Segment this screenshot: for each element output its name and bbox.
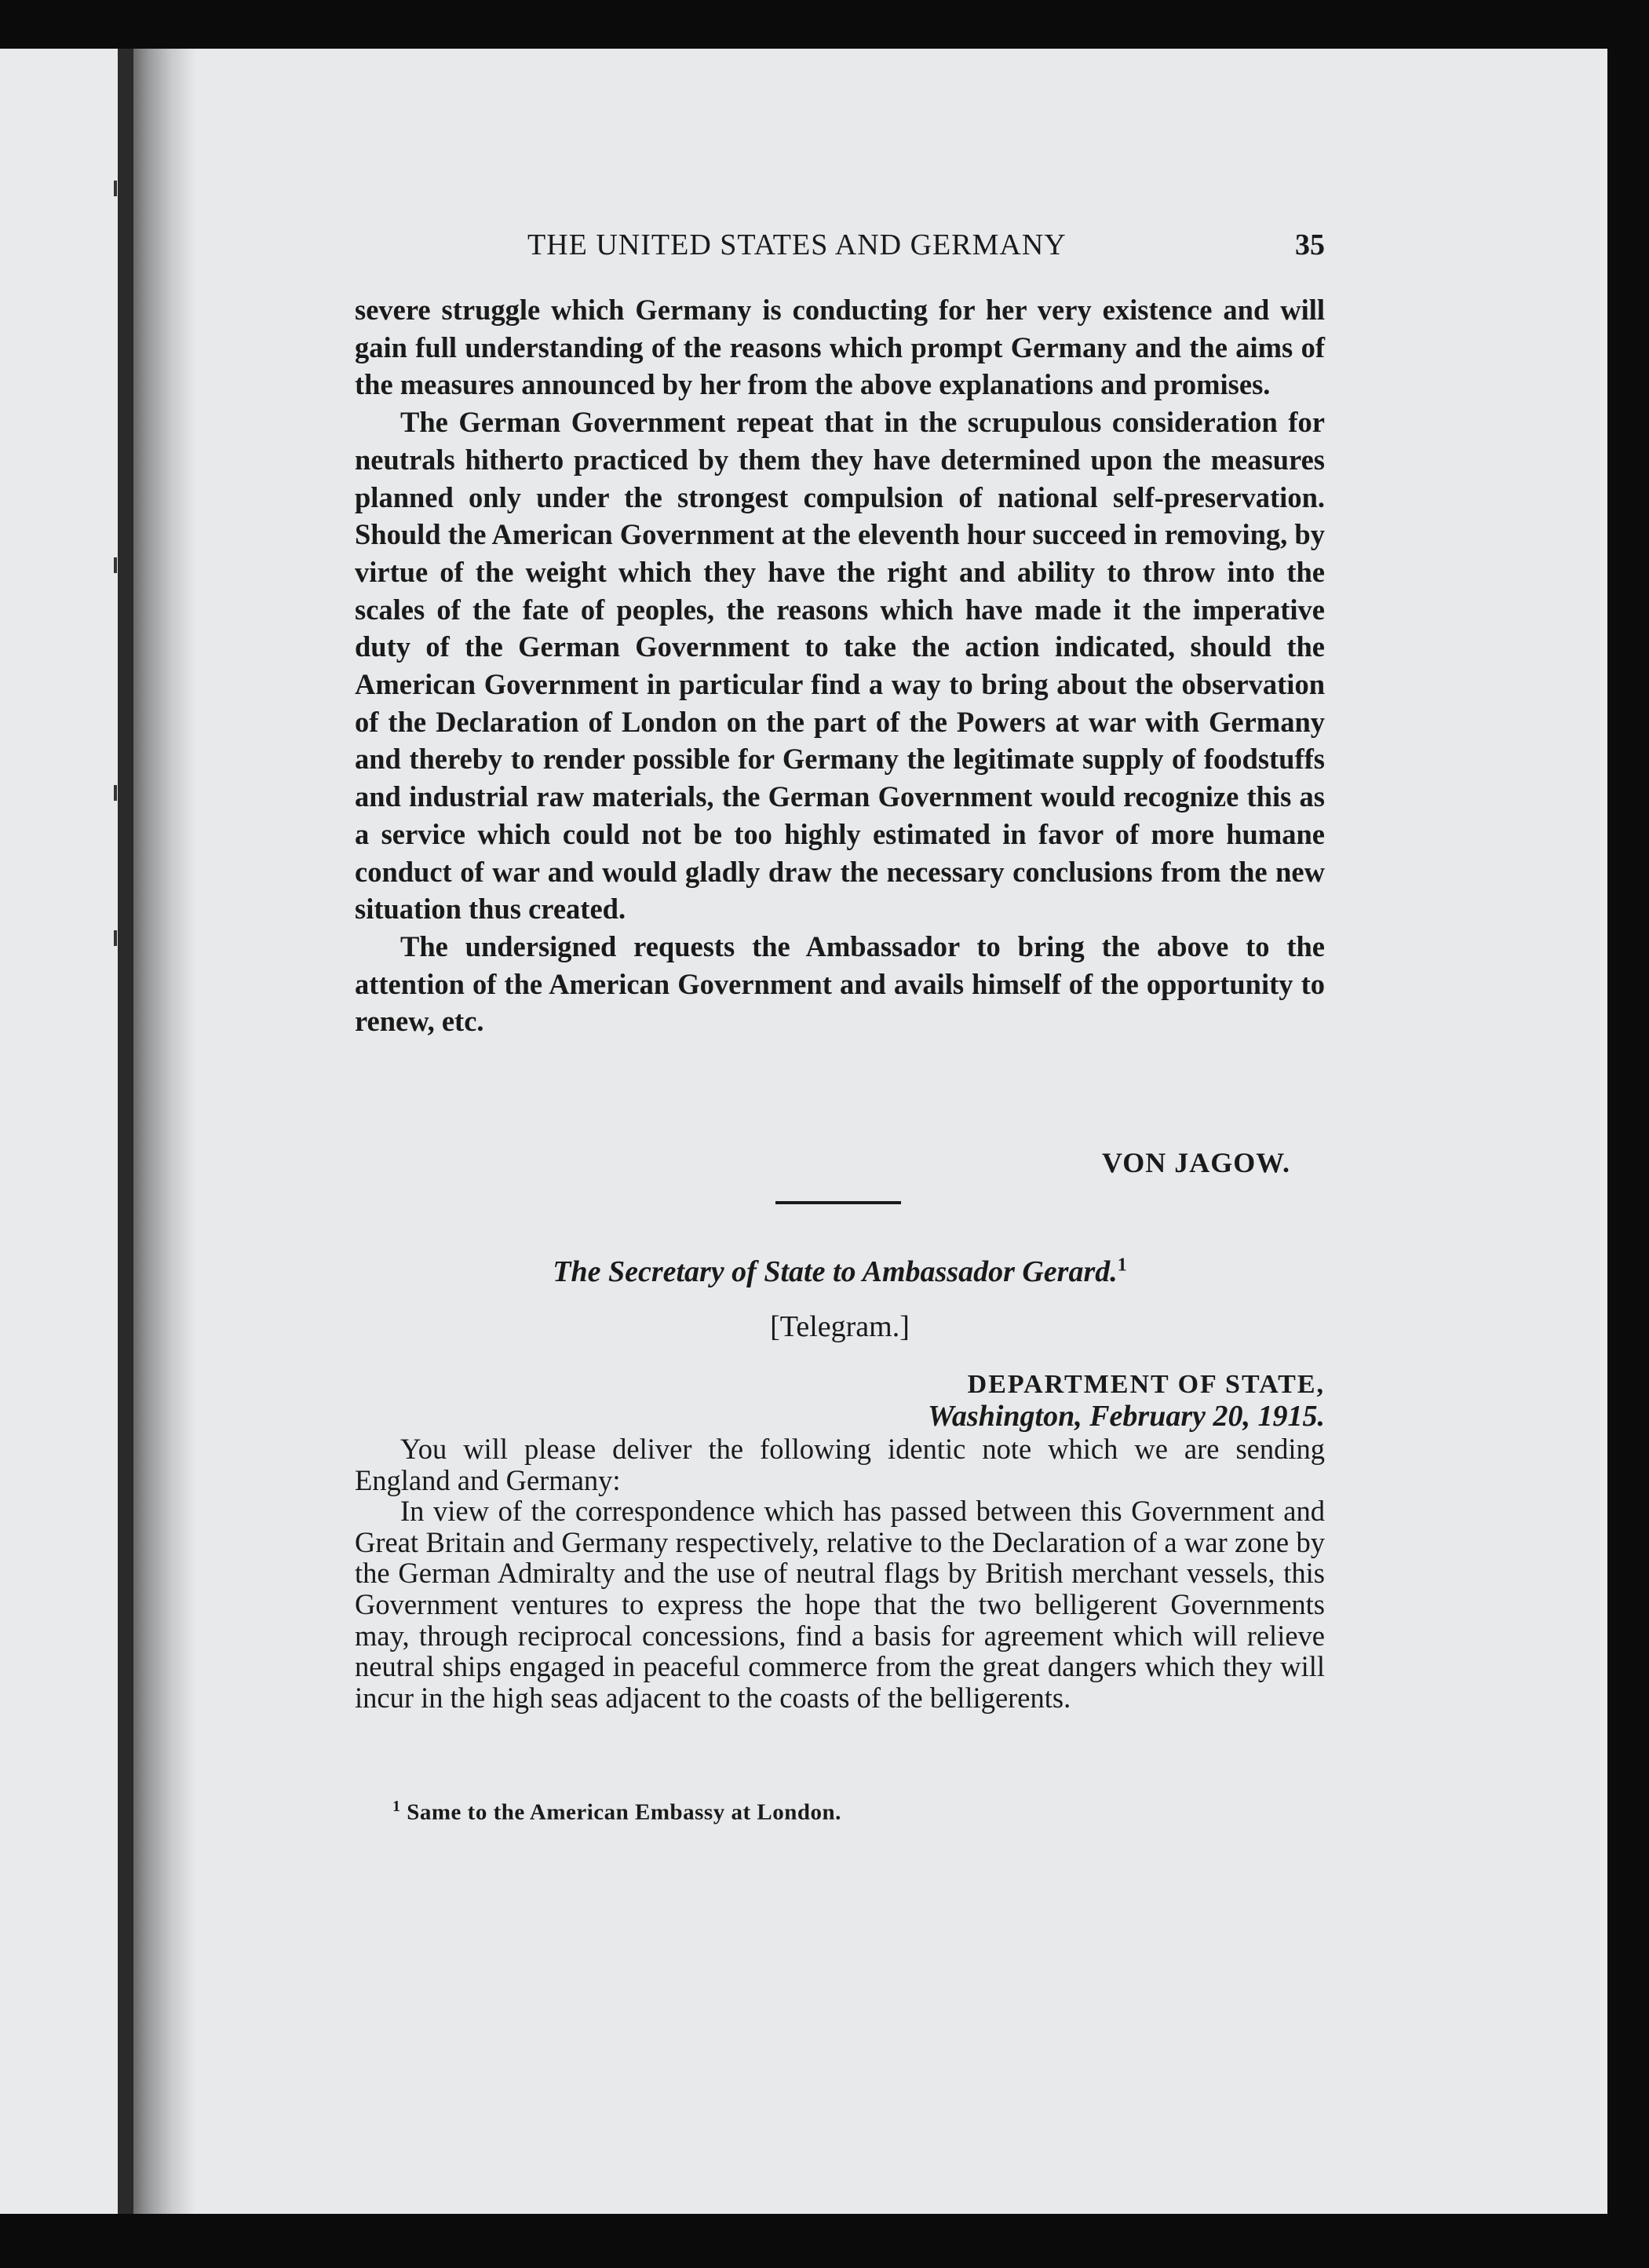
- telegram-body: [355, 1433, 1325, 1713]
- footnote: [392, 1798, 841, 1826]
- heading-text: The Secretary of State to Ambassador Gerard.: [553, 1255, 1118, 1288]
- dateline: [928, 1399, 1325, 1433]
- paragraph: In view of the correspondence which has passed between this Government and Great Britain and Germany respectively, relative to the Declaration of a war zone by the German Admiralty and the use of neutral flags by British merchant vessels, this Government ventures to express the hope that the two belligerent Governments may, through reciprocal concessions, find a basis for agreement which will relieve neutral ships engaged in peaceful commerce from the great dangers which they will incur in the high seas adjacent to the coasts of the belligerents.: [355, 1495, 1325, 1714]
- paragraph: You will please deliver the following identic note which we are sending England and Germany:: [355, 1433, 1325, 1496]
- margin-mark: [114, 785, 117, 801]
- document-heading: [355, 1255, 1325, 1289]
- footnote-marker: 1: [392, 1798, 401, 1815]
- paragraph: severe struggle which Germany is conducting for her very existence and will gain full understanding of the reasons which prompt Germany and the aims of the measures announced by her from the above explanations and promises.: [355, 294, 1325, 401]
- margin-mark: [114, 557, 117, 573]
- paragraph: The undersigned requests the Ambassador to bring the above to the attention of the American Government and avails himself of the opportunity to renew, etc.: [355, 929, 1325, 1038]
- department-line: DEPARTMENT OF STATE,: [967, 1370, 1325, 1399]
- signature: VON JAGOW.: [1102, 1147, 1290, 1178]
- margin-mark: [114, 930, 117, 946]
- footnote-text: Same to the American Embassy at London.: [407, 1799, 841, 1825]
- page-binding-shadow: [133, 49, 196, 2214]
- facing-page-edge: [0, 49, 118, 2214]
- page-gutter: [118, 49, 133, 2214]
- margin-mark: [114, 181, 117, 196]
- dateline-text: Washington, February 20, 1915.: [927, 1400, 1325, 1433]
- page-header: [355, 228, 1325, 264]
- page-number: 35: [1295, 228, 1325, 261]
- running-title: THE UNITED STATES AND GERMANY: [527, 228, 1067, 261]
- footnote-reference: 1: [1117, 1255, 1127, 1276]
- continued-letter: [355, 291, 1325, 1040]
- section-divider: [775, 1201, 901, 1204]
- document-subheading: [Telegram.]: [770, 1310, 910, 1343]
- paragraph: The German Government repeat that in the scrupulous consideration for neutrals hitherto practiced by them they have determined upon the measures planned only under the strongest compulsion of national self-preservation. Should the American Government at the eleventh hour succeed in removing, by virtue of the weight which they have the right and ability to throw into the scales of the fate of peoples, the reasons which have made it the imperative duty of the German Government to take the action indicated, should the American Government in particular find a way to bring about the observation of the Declaration of London on the part of the Powers at war with Germany and thereby to render possible for Germany the legitimate supply of foodstuffs and industrial raw materials, the German Government would recognize this as a service which could not be too highly estimated in favor of more humane conduct of war and would gladly draw the necessary conclusions from the new situation thus created.: [355, 406, 1325, 926]
